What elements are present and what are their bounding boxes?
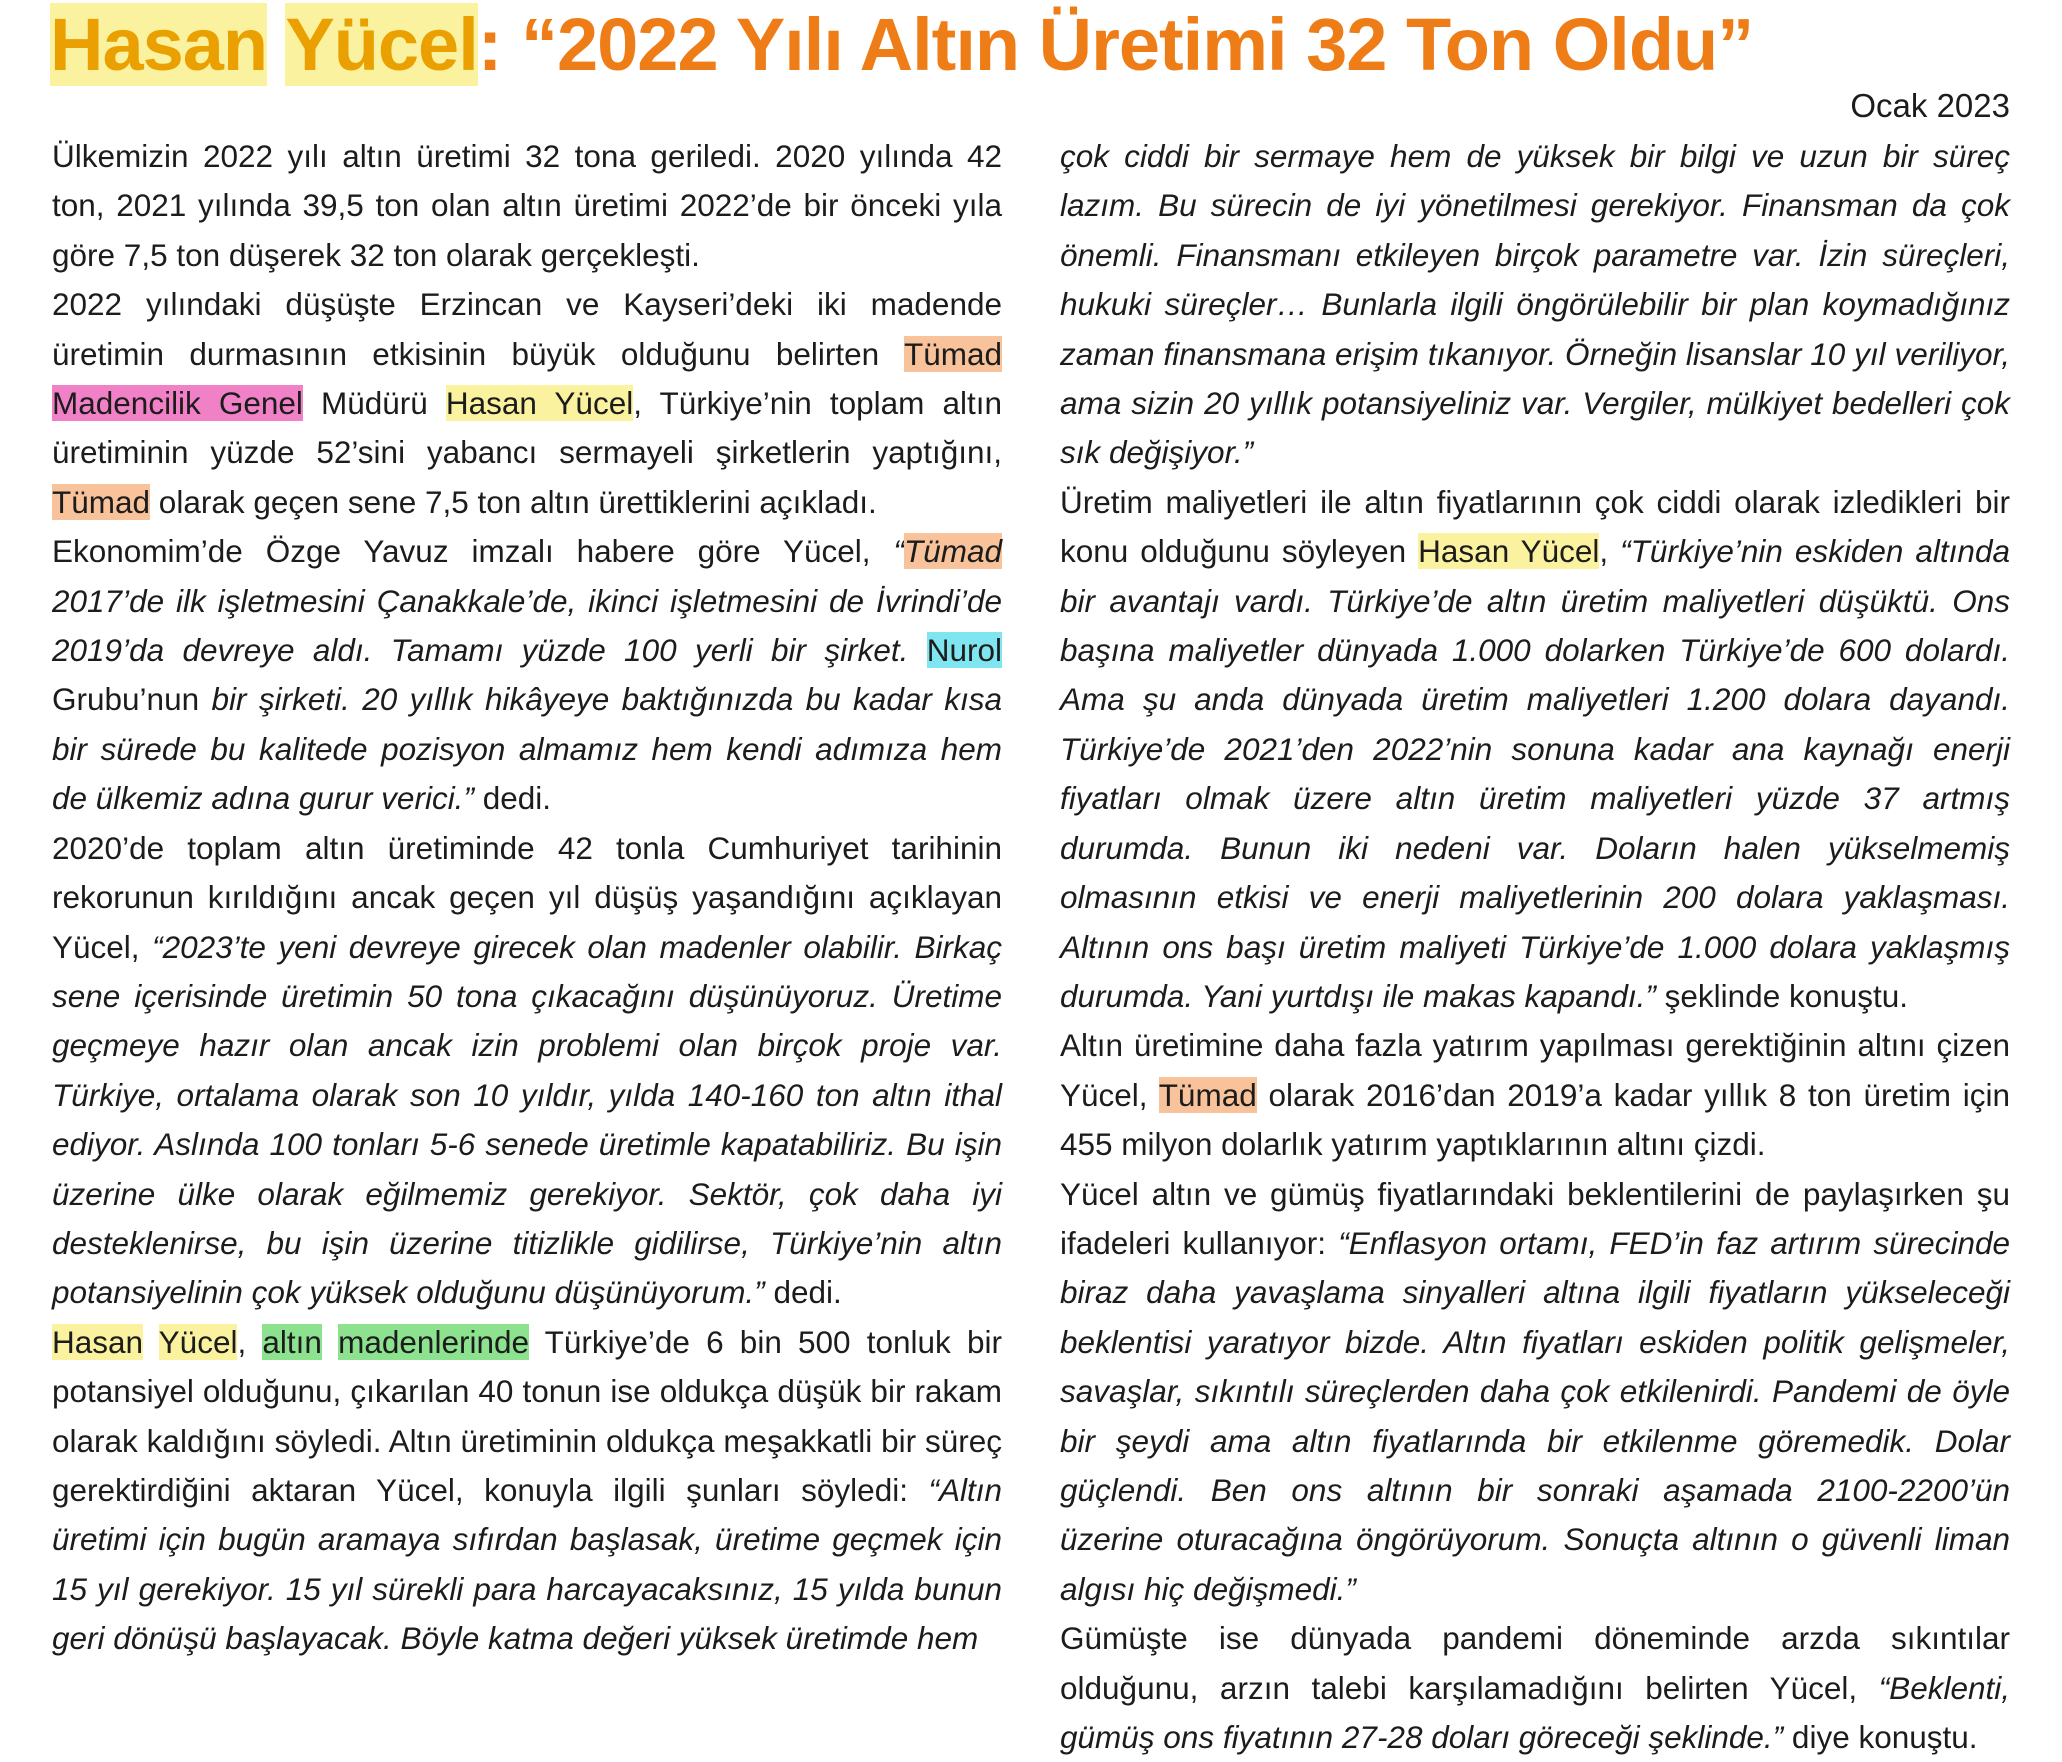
highlight-hasan-yucel: Hasan Yücel [445,385,634,422]
left-paragraph-4: 2020’de toplam altın üretiminde 42 tonla Cumhuriyet tarihinin rekorunun kırıldığını ancak geçen yıl düşüş yaşandığını açıklayan Yücel, “2023’te yeni devreye girecek olan madenler olabilir. Birkaç sene içerisinde üretimin 50 tona çıkacağını düşünüyoruz. Üretime geçmeye hazır olan ancak izin problemi olan birçok proje var. Türkiye, ortalama olarak son 10 yıldır, yılda 140-160 ton altın ithal ediyor. Aslında 100 tonları 5-6 senede üretimle kapatabiliriz. Bu işin üzerine ülke olarak eğilmemiz gerekiyor. Sektör, çok daha iyi desteklenirse, bu işin üzerine titizlikle gidilirse, Türkiye’nin altın potansiyelinin çok yüksek olduğunu düşünüyorum.” dedi. [52,829,1002,1311]
left-paragraph-5: Hasan Yücel, altın madenlerinde Türkiye’de 6 bin 500 tonluk bir potansiyel olduğunu, çıkarılan 40 tonun ise oldukça düşük bir rakam olarak kaldığını söyledi. Altın üretiminin oldukça meşakkatli bir süreç gerektirdiğini aktaran Yücel, konuyla ilgili şunları söyledi: “Altın üretimi için bugün aramaya sıfırdan başlasak, üretime geçmek için 15 yıl gerekiyor. 15 yıl sürekli para harcayacaksınız, 15 yılda bunun geri dönüşü başlayacak. Böyle katma değeri yüksek üretimde hem [52,1323,1002,1657]
right-paragraph-3: Altın üretimine daha fazla yatırım yapılması gerektiğinin altını çizen Yücel, Tümad olarak 2016’dan 2019’a kadar yıllık 8 ton üretim için 455 milyon dolarlık yatırım yaptıklarının altını çizdi. [1060,1027,2010,1163]
right-paragraph-4: Yücel altın ve gümüş fiyatlarındaki beklentilerini de paylaşırken şu ifadeleri kullanıyor: “Enflasyon ortamı, FED’in faz artırım sürecinde biraz daha yavaşlama sinyalleri altına ilgili fiyatların yükseleceği beklentisi yaratıyor bizde. Altın fiyatları eskiden politik gelişmeler, savaşlar, sıkıntılı süreçlerden daha çok etkilenirdi. Pandemi de öyle bir şeydi ama altın fiyatlarında bir etkilenme göremedik. Dolar güçlendi. Ben ons altının bir sonraki aşamada 2100-2200’ün üzerine oturacağına öngörüyorum. Sonuçta altının o güvenli liman algısı hiç değişmedi.” [1060,1175,2011,1607]
right-column [1060,132,2010,1762]
highlight-hasan-yucel: Hasan Yücel [1418,533,1600,570]
left-paragraph-2: 2022 yılındaki düşüşte Erzincan ve Kayseri’deki iki madende üretimin durmasının etkisinin büyük olduğunu belirten Tümad Madencilik Genel Müdürü Hasan Yücel, Türkiye’nin toplam altın üretiminin yüzde 52’sini yabancı sermayeli şirketlerin yaptığını, Tümad olarak geçen sene 7,5 ton altın ürettiklerini açıkladı. [52,286,1002,520]
title-name-last: Yücel [285,3,478,86]
highlight-madenlerinde: madenlerinde [338,1323,530,1360]
left-paragraph-1: Ülkemizin 2022 yılı altın üretimi 32 tona geriledi. 2020 yılında 42 ton, 2021 yılında 39,5 ton olan altın üretimi 2022’de bir önceki yıla göre 7,5 ton düşerek 32 ton olarak gerçekleşti. [52,138,1002,273]
title-headline: : “2022 Yılı Altın Üretimi 32 Ton Oldu” [477,3,1754,86]
highlight-tumad: Tümad [1158,1076,1257,1113]
article-date: Ocak 2023 [1850,87,2010,124]
highlight-tumad: Tümad [52,483,151,520]
right-paragraph-5: Gümüşte ise dünyada pandemi döneminde arzda sıkıntılar olduğunu, arzın talebi karşılamadığını belirten Yücel, “Beklenti, gümüş ons fiyatının 27-28 doları göreceği şeklinde.” diye konuştu. [1060,1620,2010,1755]
title-name-first: Hasan [50,3,268,86]
highlight-tumad: Tümad [903,533,1002,570]
highlight-altin: altın [262,1323,322,1360]
highlight-madencilik: Madencilik Genel [52,385,303,422]
left-paragraph-3: Ekonomim’de Özge Yavuz imzalı habere göre Yücel, “Tümad 2017’de ilk işletmesini Çanakkale’de, ikinci işletmesini de İvrindi’de 2019’da devreye aldı. Tamamı yüzde 100 yerli bir şirket. Nurol Grubu’nun bir şirketi. 20 yıllık hikâyeye baktığınızda bu kadar kısa bir sürede bu kalitede pozisyon almamız hem kendi adımıza hem de ülkemiz adına gurur verici.” dedi. [52,533,1002,817]
right-paragraph-1: çok ciddi bir sermaye hem de yüksek bir bilgi ve uzun bir süreç lazım. Bu sürecin de iyi yönetilmesi gerekiyor. Finansman da çok önemli. Finansmanı etkileyen birçok parametre var. İzin süreçleri, hukuki süreçler… Bunlarla ilgili öngörülebilir bir plan koymadığınız zaman finansmana erişim tıkanıyor. Örneğin lisanslar 10 yıl veriliyor, ama sizin 20 yıllık potansiyeliniz var. Vergiler, mülkiyet bedelleri çok sık değişiyor.” [1060,138,2010,471]
article-title [50,0,2030,90]
highlight-yucel: Yücel [158,1323,238,1360]
highlight-nurol: Nurol [926,632,1002,669]
left-column [52,132,1002,1664]
right-paragraph-2: Üretim maliyetleri ile altın fiyatlarının çok ciddi olarak izledikleri bir konu olduğunu söyleyen Hasan Yücel, “Türkiye’nin eskiden altında bir avantajı vardı. Türkiye’de altın üretim maliyetleri düşüktü. Ons başına maliyetler dünyada 1.000 dolarken Türkiye’de 600 dolardı. Ama şu anda dünyada üretim maliyetleri 1.200 dolara dayandı. Türkiye’de 2021’den 2022’nin sonuna kadar ana kaynağı enerji fiyatları olmak üzere altın üretim maliyetleri yüzde 37 artmış durumda. Bunun iki nedeni var. Doların halen yükselmemiş olmasının etkisi ve enerji maliyetlerinin 200 dolara yaklaşması. Altının ons başı üretim maliyeti Türkiye’de 1.000 dolara yaklaşmış durumda. Yani yurtdışı ile makas kapandı.” şeklinde konuştu. [1060,483,2010,1014]
highlight-hasan: Hasan [52,1323,144,1360]
highlight-tumad: Tümad [903,335,1002,372]
